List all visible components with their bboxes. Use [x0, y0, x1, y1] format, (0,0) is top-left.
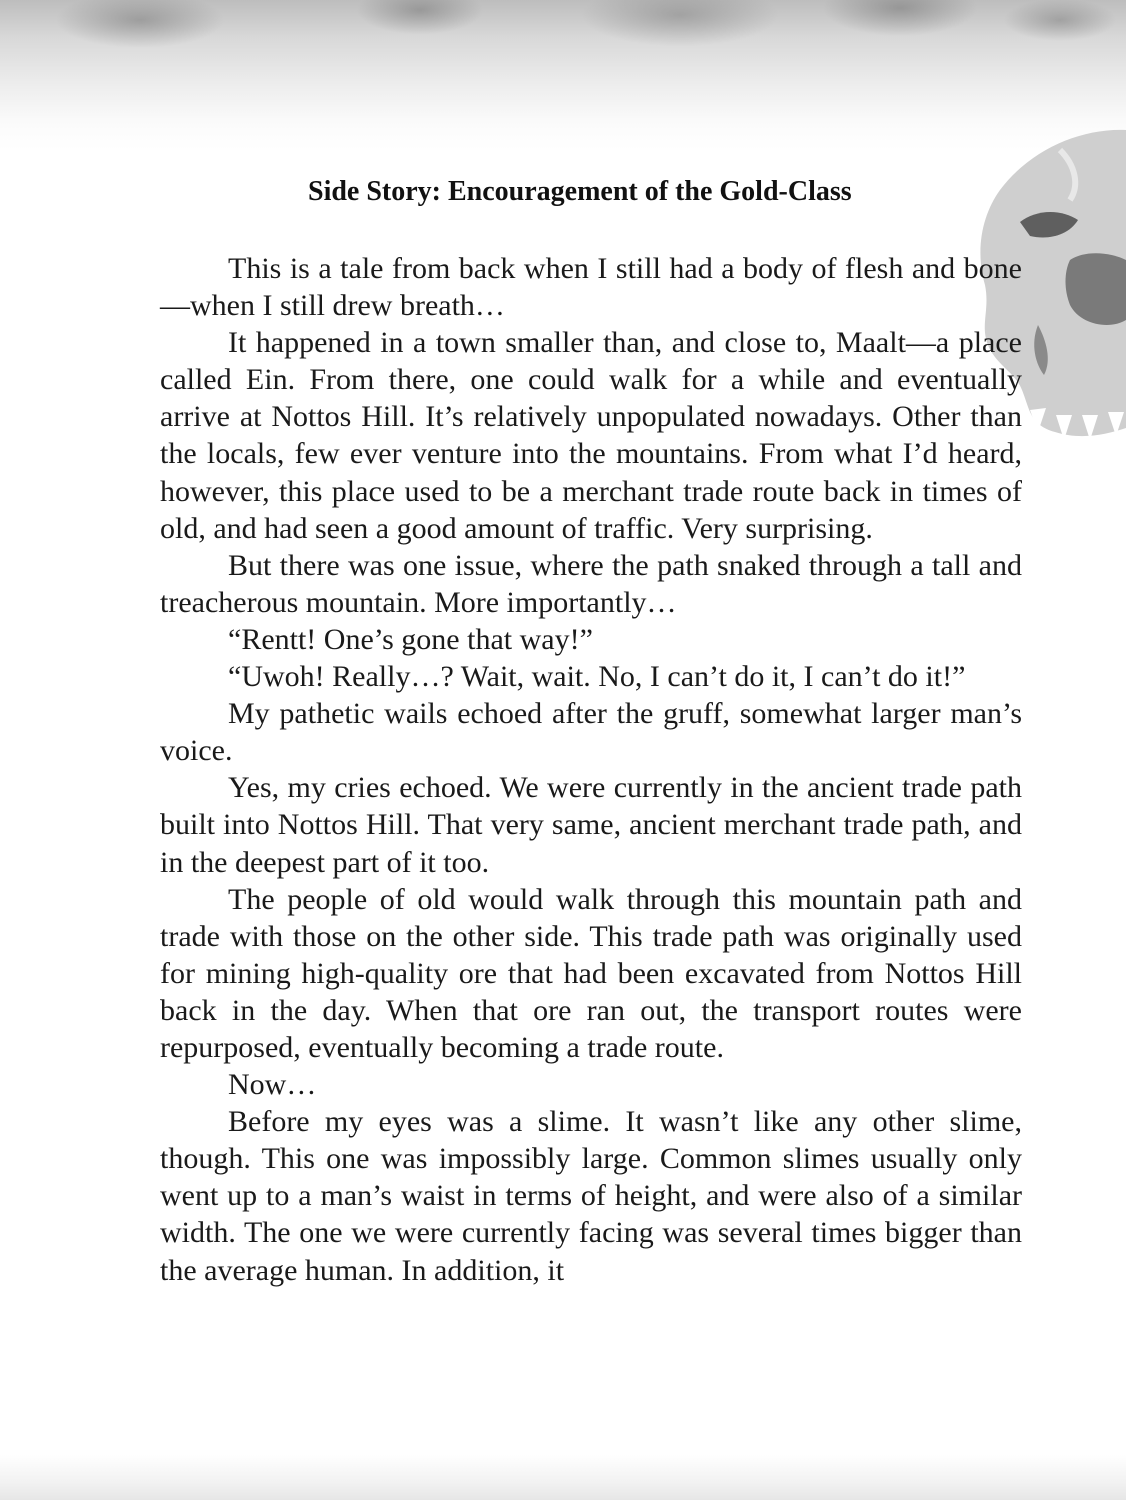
paragraph: Now…	[228, 1068, 317, 1102]
paragraph: My pathetic wails echoed after the gruff, somewhat larger man’s voice.	[160, 697, 1022, 768]
bottom-stone-texture	[0, 1455, 1126, 1500]
paragraph: It happened in a town smaller than, and close to, Maalt—a place called Ein. From there, one could walk for a while and eventually arrive at Nottos Hill. It’s relatively unpopulated nowadays. Other than the locals, few ever venture into the mountains. From what I’d heard, however, this place used to be a merchant trade route back in times of old, and had seen a good amount of traffic. Very surprising.	[160, 326, 1022, 545]
paragraph: “Uwoh! Really…? Wait, wait. No, I can’t do it, I can’t do it!”	[228, 660, 966, 694]
top-stone-texture	[0, 0, 1126, 150]
paragraph: Before my eyes was a slime. It wasn’t like any other slime, though. This one was impossibly large. Common slimes usually only went up to a man’s waist in terms of height, and were also of a similar width. The one we were currently facing was several times bigger than the average human. In addition, it	[160, 1105, 1022, 1287]
paragraph: Yes, my cries echoed. We were currently in the ancient trade path built into Nottos Hill. That very same, ancient merchant trade path, and in the deepest part of it too.	[160, 771, 1022, 879]
paragraph: “Rentt! One’s gone that way!”	[228, 622, 593, 656]
paragraph: This is a tale from back when I still had a body of flesh and bone—when I still drew breath…	[160, 252, 1022, 323]
body-text	[160, 250, 1022, 1289]
chapter-title: Side Story: Encouragement of the Gold-Class	[308, 176, 852, 207]
paragraph: The people of old would walk through this mountain path and trade with those on the other side. This trade path was originally used for mining high-quality ore that had been excavated from Nottos Hill back in the day. When that ore ran out, the transport routes were repurposed, eventually becoming a trade route.	[160, 882, 1022, 1064]
paragraph: But there was one issue, where the path snaked through a tall and treacherous mountain. More importantly…	[160, 548, 1022, 619]
